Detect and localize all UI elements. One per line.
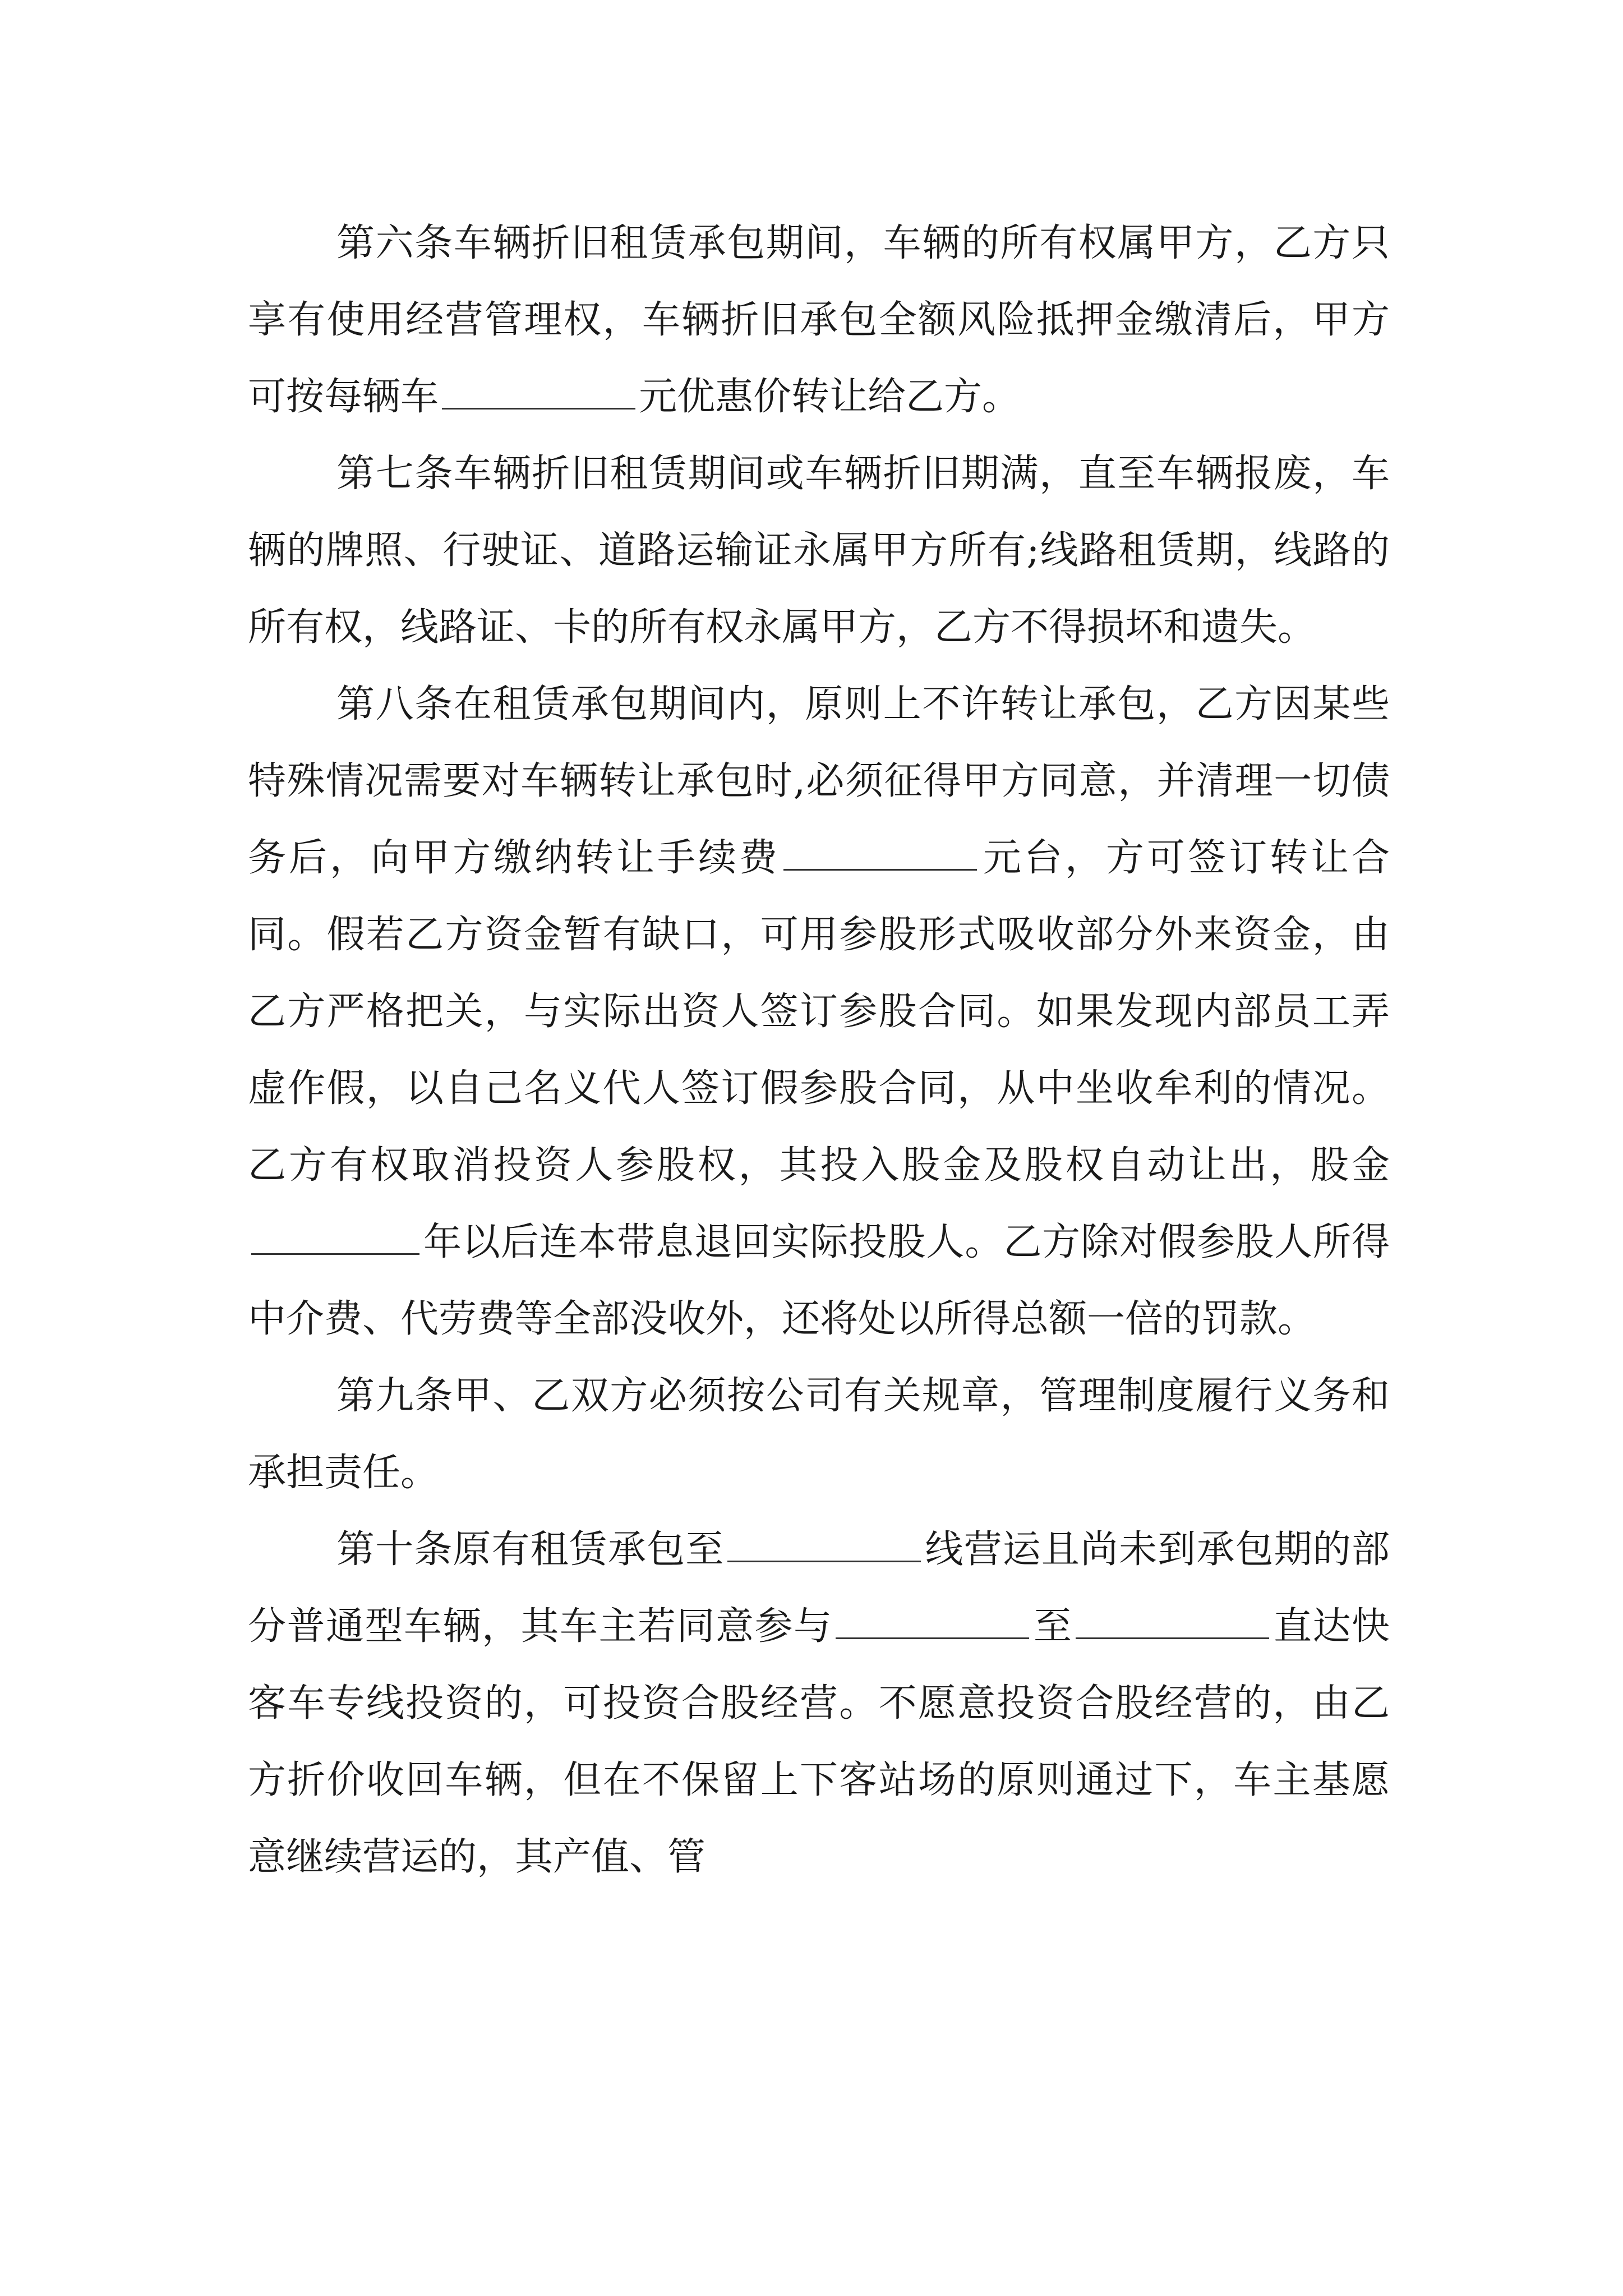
paragraph-article-9 <box>248 1358 1390 1511</box>
document-body <box>248 205 1390 1895</box>
paragraph-text: 第八条在租赁承包期间内，原则上不许转让承包，乙方因某些特殊情况需要对车辆转让承包时,必须征得甲方同意，并清理一切债务后，向甲方缴纳转让手续费 <box>248 682 1390 880</box>
paragraph-article-8 <box>248 666 1390 1358</box>
fill-in-blank <box>783 835 977 871</box>
fill-in-blank <box>442 374 635 409</box>
paragraph-text: 第七条车辆折旧租赁期间或车辆折旧期满，直至车辆报废，车辆的牌照、行驶证、道路运输证永属甲方所有;线路租赁期，线路的所有权，线路证、卡的所有权永属甲方，乙方不得损坏和遗失。 <box>248 452 1390 650</box>
paragraph-text: 元台，方可签订转让合同。假若乙方资金暂有缺口，可用参股形式吸收部分外来资金，由乙方严格把关，与实际出资人签订参股合同。如果发现内部员工弄虚作假，以自己名义代人签订假参股合同，从中坐收牟利的情况。乙方有权取消投资人参股权，其投入股金及股权自动让出，股金 <box>248 836 1390 1188</box>
paragraph-article-7 <box>248 435 1390 666</box>
paragraph-article-10 <box>248 1511 1390 1895</box>
paragraph-text: 第六条车辆折旧租赁承包期间，车辆的所有权属甲方，乙方只享有使用经营管理权，车辆折旧承包全额风险抵押金缴清后，甲方可按每辆车 <box>248 221 1390 419</box>
fill-in-blank <box>727 1526 921 1562</box>
paragraph-article-6 <box>248 205 1390 435</box>
paragraph-text: 年以后连本带息退回实际投股人。乙方除对假参股人所得中介费、代劳费等全部没收外，还将处以所得总额一倍的罚款。 <box>248 1220 1390 1341</box>
paragraph-text: 第九条甲、乙双方必须按公司有关规章，管理制度履行义务和承担责任。 <box>248 1374 1390 1495</box>
fill-in-blank <box>251 1219 419 1255</box>
paragraph-text: 直达快客车专线投资的，可投资合股经营。不愿意投资合股经营的，由乙方折价收回车辆，但在不保留上下客站场的原则通过下，车主基愿意继续营运的，其产值、管 <box>248 1604 1390 1879</box>
fill-in-blank <box>836 1603 1029 1639</box>
paragraph-text: 第十条原有租赁承包至 <box>336 1527 725 1572</box>
paragraph-text: 线营运且尚未到承包期的部分普通型车辆，其车主若同意参与 <box>248 1527 1390 1649</box>
paragraph-text: 至 <box>1032 1604 1073 1649</box>
fill-in-blank <box>1076 1603 1269 1639</box>
paragraph-text: 元优惠价转让给乙方。 <box>639 375 1021 419</box>
